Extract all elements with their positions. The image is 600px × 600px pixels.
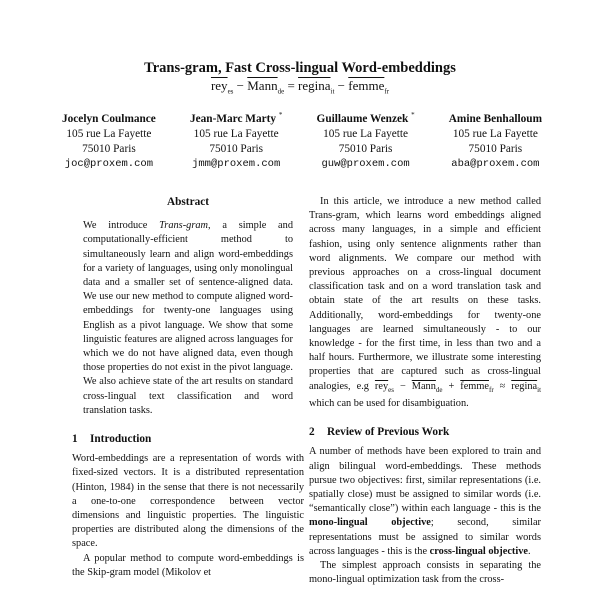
section-heading-review: 2 Review of Previous Work [309,426,450,439]
abstract-text: We introduce Trans-gram, a simple and computationally-efficient method to simultaneously learn and align word-embeddings for a variety of languages, using only monolingual data and a smaller set of sentence-aligned data. We use our new method to compute aligned word-embeddings for twenty-one languages using English as a pivot language. We show that some linguistic features are aligned across languages for which we do not have aligned data, even though those properties do not exist in the pivot language. We also achieve state of the art results on standard cross-lingual text classification and word translation tasks. [83,220,293,416]
author [449,108,542,172]
review-paragraph: A number of methods have been explored to train and align bilingual word-embeddings. These methods pursue two objectives: first, similar representations (i.e. spatially close) must be assigned to similar words (i.e. “semantically close”) within each language - this is the mono-lingual objective; second, similar representations must be assigned to similar words across languages - this is the cross-lingual objective. [309,446,541,557]
abstract-heading: Abstract [166,196,210,208]
author-city: 75010 Paris [338,142,393,155]
author-name: Amine Benhalloum [448,112,542,125]
author [190,108,282,172]
author-name: Jocelyn Coulmance [62,112,156,125]
author-name: Guillaume Wenzek * [316,111,415,125]
author-email[interactable]: aba@proxem.com [451,157,540,170]
author-email[interactable]: joc@proxem.com [64,157,154,170]
author-address: 105 rue La Fayette [193,127,279,140]
left-column [72,195,304,580]
author-address: 105 rue La Fayette [66,127,152,140]
author-address: 105 rue La Fayette [323,127,409,140]
author-block [62,108,542,172]
author [317,108,415,172]
author [62,108,156,172]
section-heading-introduction: 1 Introduction [72,433,152,446]
author-city: 75010 Paris [209,142,264,155]
author-email[interactable]: guw@proxem.com [321,157,410,170]
author-city: 75010 Paris [468,142,523,155]
review-paragraph: The simplest approach consists in separating the mono-lingual optimization task from the cross- [309,559,541,586]
right-column [309,195,541,587]
intro-continued-paragraph: In this article, we introduce a new method called Trans-gram, which learns word embeddings aligned across many languages, in a simple and efficient fashion, using only sentence alignments rather than word alignments. We compare our method with previous approaches on a cross-lingual document classification task and on a word translation task and obtain state of the art results on these tasks. Additionally, word-embeddings for twenty-one languages are learned simultaneously - to our knowledge - for the first time, in less than two and a half hours. Furthermore, we illustrate some interesting properties that are captured such as cross-lingual analogies, e.g $\overline{rey}_{es}$ − Mann$_{de}$ + femme$_{fr}$ ≈ regina$_{it}$ which can be used for disambiguation. [309,196,542,409]
paper-title: Trans-gram, Fast Cross-lingual Word-embeddings [144,60,456,76]
intro-paragraph: Word-embeddings are a representation of words with fixed-sized vectors. It is a distributed representation (Hinton, 1984) in the sense that there is not necessarily a one-to-one correspondence between vector dimensions and linguistic properties. The linguistic properties are distributed along the dimensions of the space. [72,453,304,550]
analogy-equation: $\overline{rey}_{es}$ − Mann$_{de}$ + femme$_{fr}$ ≈ regina$_{it}$ [374,380,542,394]
author-city: 75010 Paris [82,142,136,155]
intro-paragraph: A popular method to compute word-embeddings is the Skip-gram model (Mikolov et [72,552,304,578]
author-name: Jean-Marc Marty * [189,111,283,125]
author-address: 105 rue La Fayette [452,127,538,140]
author-email[interactable]: jmm@proxem.com [192,157,281,170]
paper-subtitle-equation: $\overline{rey}_{es}$ − Mann$_{de}$ = regina$_{it}$ − femme$_{fr}$ [210,78,390,96]
